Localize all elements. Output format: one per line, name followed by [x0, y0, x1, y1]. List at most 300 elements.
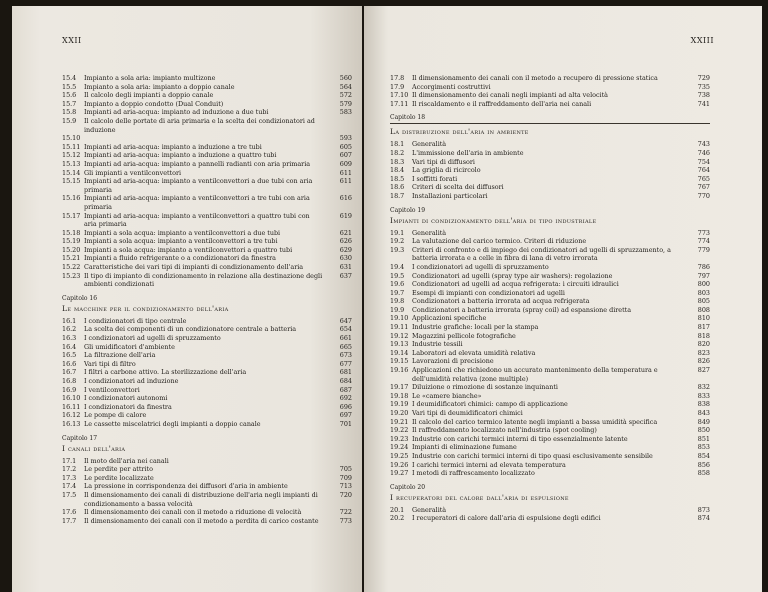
entry-page: 849	[697, 417, 710, 426]
entry-page: 843	[697, 409, 710, 417]
entry-page: 629	[339, 245, 352, 254]
entry-number: 16.5	[62, 351, 77, 360]
toc-entry	[390, 229, 710, 238]
toc-entry	[62, 368, 352, 377]
entry-page: 746	[697, 148, 710, 157]
entry-number: 17.3	[62, 473, 77, 482]
entry-title: I condizionatori autonomi	[84, 394, 168, 403]
entry-title: Il dimensionamento dei canali con il metodo a perdita di carico costante	[84, 516, 319, 525]
toc-entry	[390, 158, 710, 167]
entry-number: 17.6	[62, 508, 77, 517]
entry-number: 19.16	[390, 366, 409, 375]
entry-page: 626	[339, 237, 352, 246]
entry-number: 15.21	[62, 254, 81, 263]
entry-page: 593	[339, 134, 352, 143]
toc-entry	[62, 229, 352, 238]
entry-page: 631	[339, 263, 352, 272]
entry-title: Impianti a sola acqua: impianto a ventilconvettori a due tubi	[84, 228, 281, 237]
toc-entry	[390, 409, 710, 418]
toc-entry	[390, 514, 710, 523]
entry-title: I soffitti forati	[412, 174, 458, 183]
entry-number: 19.9	[390, 305, 405, 314]
entry-number: 19.21	[390, 417, 409, 426]
entry-page: 560	[339, 74, 352, 82]
entry-page: 874	[697, 514, 710, 523]
toc-entry	[390, 192, 710, 201]
entry-page: 673	[339, 351, 352, 360]
entry-title: Il raffreddamento localizzato nell'industria (spot cooling)	[412, 426, 597, 435]
entry-title: Vari tipi di filtro	[84, 359, 136, 368]
entry-number: 16.10	[62, 394, 81, 403]
entry-title: Generalità	[412, 140, 447, 149]
entry-title: Impianti a fluido refrigerante o a condizionatori da finestra	[84, 254, 276, 263]
entry-number: 19.22	[390, 426, 409, 435]
toc-entry	[62, 237, 352, 246]
entry-number: 19.19	[390, 400, 409, 409]
entry-title: I condizionatori di tipo centrale	[84, 316, 187, 325]
entry-number: 19.10	[390, 314, 409, 323]
entry-title: Diluizione o rimozione di sostanze inquinanti	[412, 383, 558, 392]
entry-page: 805	[697, 297, 710, 306]
entry-page: 856	[697, 460, 710, 469]
entry-title: Condizionatori a batteria irrorata ad acqua refrigerata	[412, 297, 590, 306]
toc-entry	[390, 246, 710, 263]
entry-title: Condizionatori a batteria irrorata (spray coil) ad espansione diretta	[412, 305, 632, 314]
toc-section-18	[390, 140, 710, 200]
entry-page: 738	[697, 91, 710, 100]
toc-entry	[390, 323, 710, 332]
entry-number: 19.26	[390, 460, 409, 469]
entry-title: I filtri a carbone attivo. La sterilizzazione dell'aria	[84, 368, 247, 377]
entry-number: 15.16	[62, 194, 81, 203]
toc-entry	[62, 474, 352, 483]
entry-page: 654	[339, 325, 352, 334]
toc-entry	[62, 143, 352, 152]
entry-title: Impianti ad aria-acqua: impianto a ventilconvettori a quattro tubi con aria primaria	[84, 211, 310, 229]
toc-entry	[390, 400, 710, 409]
entry-title: La pressione in corrispondenza dei diffusori d'aria in ambiente	[84, 482, 288, 491]
entry-title: Esempi di impianti con condizionatori ad ugelli	[412, 288, 565, 297]
entry-title: I deumidificatori chimici: campo di applicazione	[412, 400, 568, 409]
toc-entry	[62, 465, 352, 474]
toc-entry	[390, 349, 710, 358]
chapter-label: Capitolo 20	[390, 483, 426, 491]
toc-entry	[390, 340, 710, 349]
entry-page: 854	[697, 451, 710, 460]
toc-entry	[390, 366, 710, 383]
entry-page: 607	[339, 151, 352, 160]
entry-number: 17.1	[62, 456, 77, 465]
entry-number: 19.14	[390, 348, 409, 357]
entry-number: 18.7	[390, 191, 405, 200]
entry-number: 15.7	[62, 99, 77, 108]
entry-number: 19.4	[390, 262, 405, 271]
toc-right	[390, 74, 710, 523]
entry-number: 15.6	[62, 91, 77, 100]
entry-page: 696	[339, 402, 352, 411]
entry-title: I metodi di raffrescamento localizzato	[412, 469, 535, 478]
toc-entry	[390, 418, 710, 427]
entry-page: 774	[697, 237, 710, 246]
entry-page: 621	[339, 228, 352, 237]
entry-title: Impianti ad aria-acqua: impianto a pannelli radianti con aria primaria	[84, 159, 311, 168]
entry-page: 647	[339, 316, 352, 325]
entry-number: 16.7	[62, 368, 77, 377]
toc-entry	[62, 160, 352, 169]
entry-page: 743	[697, 140, 710, 149]
toc-entry	[62, 377, 352, 386]
entry-title: Impianti a sola acqua: impianto a ventilconvettori a tre tubi	[84, 237, 278, 246]
toc-entry	[62, 334, 352, 343]
toc-entry	[390, 289, 710, 298]
entry-number: 19.8	[390, 297, 405, 306]
entry-number: 15.10	[62, 134, 81, 143]
entry-page: 773	[697, 228, 710, 237]
entry-number: 19.5	[390, 271, 405, 280]
chapter-label: Capitolo 17	[62, 434, 98, 442]
toc-section-16	[62, 317, 352, 429]
entry-number: 15.4	[62, 74, 77, 82]
entry-page: 720	[339, 490, 352, 499]
page-folio-left: XXII	[62, 36, 82, 45]
entry-page: 773	[339, 516, 352, 525]
entry-title: Industrie con carichi termici interni di tipo essenzialmente latente	[412, 434, 628, 443]
entry-page: 823	[697, 348, 710, 357]
entry-title: Impianti a sola acqua: impianto a ventilconvettori a quattro tubi	[84, 245, 293, 254]
toc-entry	[62, 108, 352, 117]
entry-number: 19.12	[390, 331, 409, 340]
entry-page: 692	[339, 394, 352, 403]
entry-page: 637	[339, 271, 352, 280]
entry-number: 18.3	[390, 157, 405, 166]
entry-number: 18.4	[390, 166, 405, 175]
entry-page: 564	[339, 82, 352, 91]
entry-title: I recuperatori di calore dall'aria di espulsione degli edifici	[412, 514, 601, 523]
entry-page: 767	[697, 183, 710, 192]
toc-entry	[62, 263, 352, 272]
toc-entry	[62, 134, 352, 143]
toc-entry	[390, 263, 710, 272]
entry-page: 832	[697, 383, 710, 392]
toc-section-20	[390, 506, 710, 523]
entry-page: 827	[697, 366, 710, 375]
entry-number: 19.13	[390, 340, 409, 349]
entry-title: Il dimensionamento dei canali di distribuzione dell'aria negli impianti di condizionamento a bassa velocità	[84, 490, 318, 508]
entry-title: I condizionatori ad ugelli di spruzzamento	[412, 262, 549, 271]
entry-page: 741	[697, 99, 710, 108]
entry-title: I ventilconvettori	[84, 385, 140, 394]
entry-number: 15.20	[62, 245, 81, 254]
entry-page: 735	[697, 82, 710, 91]
toc-entry	[62, 491, 352, 508]
entry-number: 15.13	[62, 159, 81, 168]
entry-number: 17.11	[390, 99, 409, 108]
entry-title: Generalità	[412, 505, 447, 514]
toc-entry	[62, 169, 352, 178]
toc-entry	[390, 237, 710, 246]
toc-entry	[62, 403, 352, 412]
entry-number: 19.15	[390, 357, 409, 366]
entry-number: 17.9	[390, 82, 405, 91]
entry-title: Criteri di scelta dei diffusori	[412, 183, 504, 192]
entry-title: Le «camere bianche»	[412, 391, 482, 400]
entry-page: 838	[697, 400, 710, 409]
entry-title: La filtrazione dell'aria	[84, 351, 156, 360]
entry-page: 853	[697, 443, 710, 452]
entry-page: 800	[697, 280, 710, 289]
toc-entry	[390, 332, 710, 341]
entry-number: 19.7	[390, 288, 405, 297]
entry-page: 681	[339, 368, 352, 377]
entry-title: Industrie tessili	[412, 340, 463, 349]
toc-entry	[62, 117, 352, 134]
entry-number: 18.1	[390, 140, 405, 149]
entry-page: 803	[697, 288, 710, 297]
entry-number: 15.23	[62, 271, 81, 280]
entry-title: Le perdite per attrito	[84, 465, 153, 474]
entry-number: 16.8	[62, 377, 77, 385]
entry-title: Lavorazioni di precisione	[412, 357, 494, 366]
divider	[390, 123, 710, 124]
entry-number: 16.13	[62, 419, 81, 428]
entry-number: 19.27	[390, 469, 409, 478]
toc-section-17-cont	[390, 74, 710, 108]
entry-page: 786	[697, 262, 710, 271]
entry-title: I condizionatori ad ugelli di spruzzamento	[84, 334, 221, 343]
toc-entry	[390, 297, 710, 306]
entry-number: 15.17	[62, 211, 81, 220]
toc-entry	[390, 383, 710, 392]
toc-entry	[62, 508, 352, 517]
toc-entry	[62, 411, 352, 420]
entry-number: 15.22	[62, 263, 81, 272]
entry-number: 15.11	[62, 142, 81, 151]
entry-title: I carichi termici interni ad elevata temperatura	[412, 460, 566, 469]
toc-entry	[390, 357, 710, 366]
toc-section-19	[390, 229, 710, 478]
entry-title: Installazioni particolari	[412, 191, 488, 200]
entry-page: 616	[339, 194, 352, 203]
entry-number: 15.15	[62, 177, 81, 186]
entry-number: 16.6	[62, 359, 77, 368]
toc-entry	[390, 443, 710, 452]
toc-entry	[390, 506, 710, 515]
toc-entry	[62, 482, 352, 491]
entry-page: 850	[697, 426, 710, 435]
entry-number: 16.1	[62, 316, 77, 325]
entry-page: 826	[697, 357, 710, 366]
toc-entry	[62, 177, 352, 194]
entry-title: Condizionatori ad ugelli ad acqua refrigerata: i circuiti idraulici	[412, 280, 619, 289]
entry-number: 16.11	[62, 402, 81, 411]
toc-section-15	[62, 74, 352, 289]
toc-entry	[390, 100, 710, 109]
entry-page: 765	[697, 174, 710, 183]
entry-number: 19.6	[390, 280, 405, 289]
entry-title: Le perdite localizzate	[84, 473, 154, 482]
toc-section-17	[62, 457, 352, 526]
entry-title: La valutazione del carico termico. Criteri di riduzione	[412, 237, 587, 246]
entry-page: 697	[339, 411, 352, 420]
chapter-title: Impianti di condizionamento dell'aria di tipo industriale	[390, 215, 597, 225]
toc-entry	[62, 517, 352, 526]
toc-entry	[62, 325, 352, 334]
entry-number: 15.18	[62, 228, 81, 237]
toc-entry	[390, 280, 710, 289]
entry-page: 770	[697, 191, 710, 200]
entry-title: Il calcolo delle portate di aria primaria e la scelta dei condizionatori ad induzione	[84, 116, 315, 134]
entry-page: 754	[697, 157, 710, 166]
entry-page: 833	[697, 391, 710, 400]
entry-number: 18.5	[390, 174, 405, 183]
toc-entry	[62, 272, 352, 289]
entry-title: Applicazioni che richiedono un accurato mantenimento della temperatura e dell'umidità relativa (zone multiple)	[412, 366, 658, 383]
entry-number: 20.2	[390, 514, 405, 523]
entry-number: 19.2	[390, 237, 405, 246]
toc-entry	[390, 392, 710, 401]
entry-title: Vari tipi di diffusori	[412, 157, 475, 166]
entry-title: Vari tipi di deumidificatori chimici	[412, 409, 523, 417]
entry-page: 611	[339, 177, 352, 186]
toc-entry	[62, 83, 352, 92]
entry-page: 818	[697, 331, 710, 340]
entry-title: Caratteristiche dei vari tipi di impianti di condizionamento dell'aria	[84, 263, 304, 272]
toc-entry	[390, 83, 710, 92]
entry-title: Il dimensionamento dei canali negli impianti ad alta velocità	[412, 91, 608, 100]
entry-page: 817	[697, 323, 710, 332]
entry-page: 661	[339, 334, 352, 343]
entry-title: La scelta dei componenti di un condizionatore centrale a batteria	[84, 325, 297, 334]
toc-entry	[390, 306, 710, 315]
entry-number: 19.3	[390, 245, 405, 254]
entry-page: 713	[339, 482, 352, 491]
toc-entry	[390, 426, 710, 435]
entry-title: Le cassette miscelatrici degli impianti a doppio canale	[84, 419, 261, 428]
entry-page: 729	[697, 74, 710, 82]
entry-page: 609	[339, 159, 352, 168]
entry-number: 17.5	[62, 490, 77, 499]
toc-entry	[62, 194, 352, 211]
entry-page: 611	[339, 168, 352, 177]
toc-entry	[62, 254, 352, 263]
toc-entry	[62, 151, 352, 160]
entry-title: Impianto a sola aria: impianto a doppio canale	[84, 82, 235, 91]
entry-title: La griglia di ricircolo	[412, 166, 481, 175]
entry-title: Condizionatori ad ugelli (spray type air washers): regolazione	[412, 271, 613, 280]
entry-page: 605	[339, 142, 352, 151]
toc-entry	[62, 246, 352, 255]
toc-entry	[390, 183, 710, 192]
toc-left	[62, 74, 352, 525]
chapter-label: Capitolo 19	[390, 206, 426, 214]
toc-entry	[62, 457, 352, 466]
entry-number: 19.11	[390, 323, 409, 332]
entry-page: 779	[697, 245, 710, 254]
entry-title: I condizionatori ad induzione	[84, 377, 179, 385]
toc-entry	[390, 314, 710, 323]
entry-number: 15.14	[62, 168, 81, 177]
entry-number: 19.25	[390, 451, 409, 460]
toc-entry	[390, 272, 710, 281]
toc-entry	[390, 91, 710, 100]
entry-page: 810	[697, 314, 710, 323]
entry-title: Il moto dell'aria nei canali	[84, 456, 169, 465]
entry-number: 16.12	[62, 411, 81, 420]
entry-title: Impianti ad aria-acqua: impianto a ventilconvettori a tre tubi con aria primaria	[84, 194, 310, 211]
entry-title: Applicazioni specifiche	[412, 314, 487, 323]
entry-number: 17.7	[62, 516, 77, 525]
entry-number: 16.4	[62, 342, 77, 351]
entry-title: Magazzini pellicole fotografiche	[412, 331, 516, 340]
entry-title: Il riscaldamento e il raffreddamento dell'aria nei canali	[412, 99, 592, 108]
entry-title: Impianti ad aria-acqua: impianto a ventilconvettori a due tubi con aria primaria	[84, 177, 313, 194]
entry-number: 19.1	[390, 228, 405, 237]
entry-title: Industrie con carichi termici interni di tipo quasi esclusivamente sensibile	[412, 451, 653, 460]
toc-entry	[390, 469, 710, 478]
entry-title: Laboratori ad elevata umidità relativa	[412, 348, 536, 357]
entry-title: I condizionatori da finestra	[84, 402, 172, 411]
toc-entry	[62, 343, 352, 352]
entry-page: 851	[697, 434, 710, 443]
entry-number: 17.8	[390, 74, 405, 82]
entry-page: 583	[339, 108, 352, 117]
entry-title: Impianti ad aria-acqua: impianto ad induzione a due tubi	[84, 108, 269, 117]
entry-number: 17.4	[62, 482, 77, 491]
entry-number: 15.19	[62, 237, 81, 246]
toc-entry	[62, 100, 352, 109]
toc-entry	[390, 461, 710, 470]
toc-entry	[62, 360, 352, 369]
entry-title: Le pompe di calore	[84, 411, 147, 420]
entry-page: 705	[339, 465, 352, 474]
entry-title: Impianti ad aria-acqua: impianto a induzione a quattro tubi	[84, 151, 277, 160]
entry-number: 16.2	[62, 325, 77, 334]
entry-title: Il dimensionamento dei canali con il metodo a riduzione di velocità	[84, 508, 302, 517]
toc-entry	[390, 140, 710, 149]
entry-number: 19.18	[390, 391, 409, 400]
entry-title: Impianto a doppio condotto (Dual Conduit)	[84, 99, 224, 108]
entry-title: Il dimensionamento dei canali con il metodo a recupero di pressione statica	[412, 74, 658, 82]
entry-number: 18.6	[390, 183, 405, 192]
entry-title: Accorgimenti costruttivi	[412, 82, 491, 91]
entry-title: Generalità	[412, 228, 447, 237]
entry-page: 858	[697, 469, 710, 478]
entry-page: 764	[697, 166, 710, 175]
toc-entry	[390, 74, 710, 83]
chapter-label: Capitolo 16	[62, 294, 98, 302]
entry-page: 808	[697, 305, 710, 314]
entry-title: Criteri di confronto e di impiego dei condizionatori ad ugelli di spruzzamento, a batteria irrorata e a celle in fibra di lana di vetro irrorata	[412, 245, 671, 263]
entry-number: 18.2	[390, 148, 405, 157]
entry-page: 873	[697, 505, 710, 514]
entry-title: Il tipo di impianto di condizionamento in relazione alla destinazione degli ambienti condizionati	[84, 271, 323, 289]
toc-entry	[62, 386, 352, 395]
entry-number: 19.17	[390, 383, 409, 392]
entry-title: Il calcolo degli impianti a doppio canale	[84, 91, 214, 100]
entry-number: 20.1	[390, 505, 405, 514]
toc-entry	[390, 175, 710, 184]
entry-number: 15.5	[62, 82, 77, 91]
toc-entry	[62, 74, 352, 83]
toc-entry	[390, 452, 710, 461]
entry-title: Gli umidificatori d'ambiente	[84, 342, 175, 351]
entry-title: Impianto a sola aria: impianto multizone	[84, 74, 216, 82]
chapter-title: I canali dell'aria	[62, 443, 126, 453]
entry-number: 15.9	[62, 116, 77, 125]
chapter-label: Capitolo 18	[390, 114, 426, 122]
toc-entry	[390, 435, 710, 444]
toc-entry	[62, 91, 352, 100]
